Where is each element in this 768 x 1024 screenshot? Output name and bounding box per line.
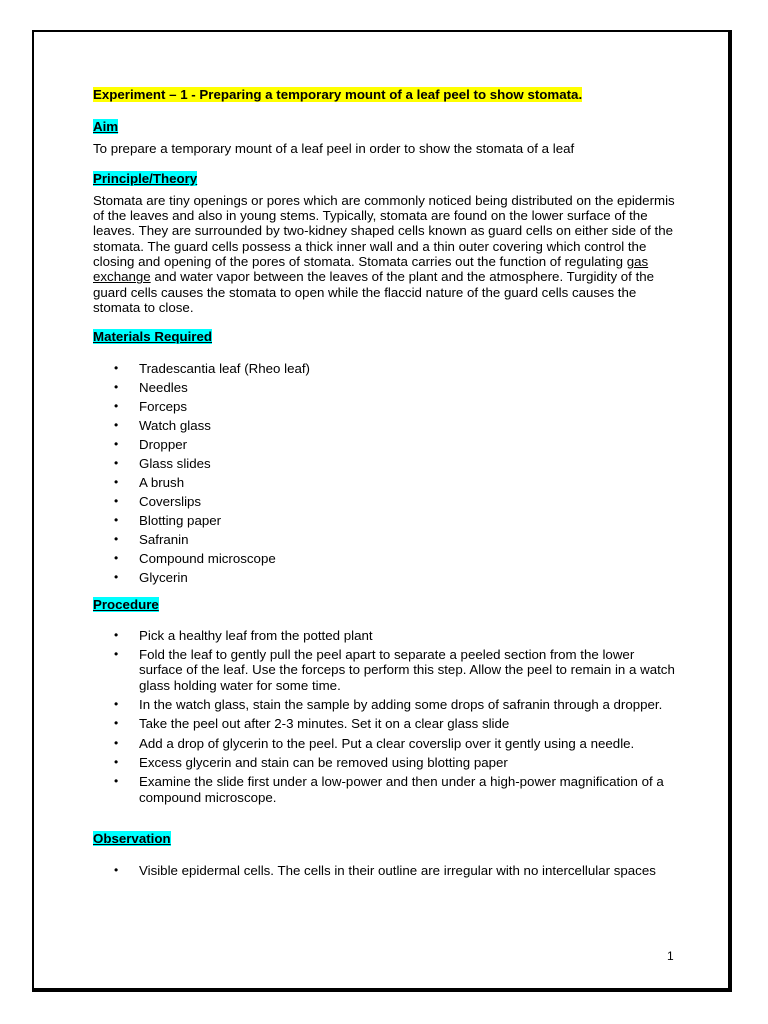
title-line — [93, 87, 683, 103]
materials-heading-line — [93, 329, 683, 344]
list-item: • Excess glycerin and stain can be removed using blotting paper — [93, 755, 678, 770]
list-item: • Glass slides — [93, 456, 683, 475]
list-item: • Glycerin — [93, 570, 683, 589]
list-item: • Needles — [93, 380, 683, 399]
document-body — [93, 87, 683, 878]
materials-heading: Materials Required — [93, 329, 212, 345]
list-item: • Fold the leaf to gently pull the peel apart to separate a peeled section from the lower surface of the leaf. Use the forceps to perform this step. Allow the peel to remain in a watch glass holding water for some time. — [93, 647, 678, 693]
principle-heading: Principle/Theory — [93, 170, 198, 186]
observation-heading: Observation — [93, 830, 171, 846]
list-item: • A brush — [93, 475, 683, 494]
page-number: 1 — [667, 949, 674, 963]
list-item: • Compound microscope — [93, 551, 683, 570]
observation-list — [93, 863, 678, 878]
list-item: • Safranin — [93, 532, 683, 551]
principle-heading-line — [93, 171, 683, 186]
list-item: • In the watch glass, stain the sample by adding some drops of safranin through a dropper. — [93, 697, 678, 712]
procedure-list — [93, 628, 678, 805]
list-item: • Examine the slide first under a low-power and then under a high-power magnification of a compound microscope. — [93, 774, 678, 805]
experiment-title: Experiment – 1 - Preparing a temporary mount of a leaf peel to show stomata. — [93, 87, 583, 102]
list-item: • Forceps — [93, 399, 683, 418]
list-item: • Dropper — [93, 437, 683, 456]
procedure-heading: Procedure — [93, 596, 159, 612]
aim-heading: Aim — [93, 119, 119, 134]
list-item: • Add a drop of glycerin to the peel. Put a clear coverslip over it gently using a needle. — [93, 736, 678, 751]
list-item: • Take the peel out after 2-3 minutes. Set it on a clear glass slide — [93, 716, 678, 731]
aim-heading-line — [93, 119, 683, 134]
observation-heading-line — [93, 831, 683, 846]
list-item: • Blotting paper — [93, 513, 683, 532]
gas-exchange-link: gas exchange — [93, 254, 649, 285]
list-item: • Watch glass — [93, 418, 683, 437]
list-item: • Coverslips — [93, 494, 683, 513]
list-item: • Tradescantia leaf (Rheo leaf) — [93, 361, 683, 380]
list-item: • Visible epidermal cells. The cells in their outline are irregular with no intercellular spaces — [93, 863, 678, 878]
aim-text: To prepare a temporary mount of a leaf peel in order to show the stomata of a leaf — [93, 141, 575, 157]
list-item: • Pick a healthy leaf from the potted plant — [93, 628, 678, 643]
principle-text-after: and water vapor between the leaves of the plant and the atmosphere. Turgidity of the guard cells causes the stomata to open while the flaccid nature of the guard cells causes the stomata to close. — [93, 269, 655, 315]
materials-list — [93, 361, 683, 589]
principle-text-before: Stomata are tiny openings or pores which are commonly noticed being distributed on the epidermis of the leaves and also in young stems. Typically, stomata are found on the lower surface of the leaves. They are surrounded by two-kidney shaped cells known as guard cells on either side of the stomata. The guard cells possess a thick inner wall and a thin outer covering which control the closing and opening of the pores of stomata. Stomata carries out the function of regulating — [93, 192, 675, 270]
procedure-heading-line — [93, 597, 683, 612]
principle-text — [93, 193, 678, 315]
